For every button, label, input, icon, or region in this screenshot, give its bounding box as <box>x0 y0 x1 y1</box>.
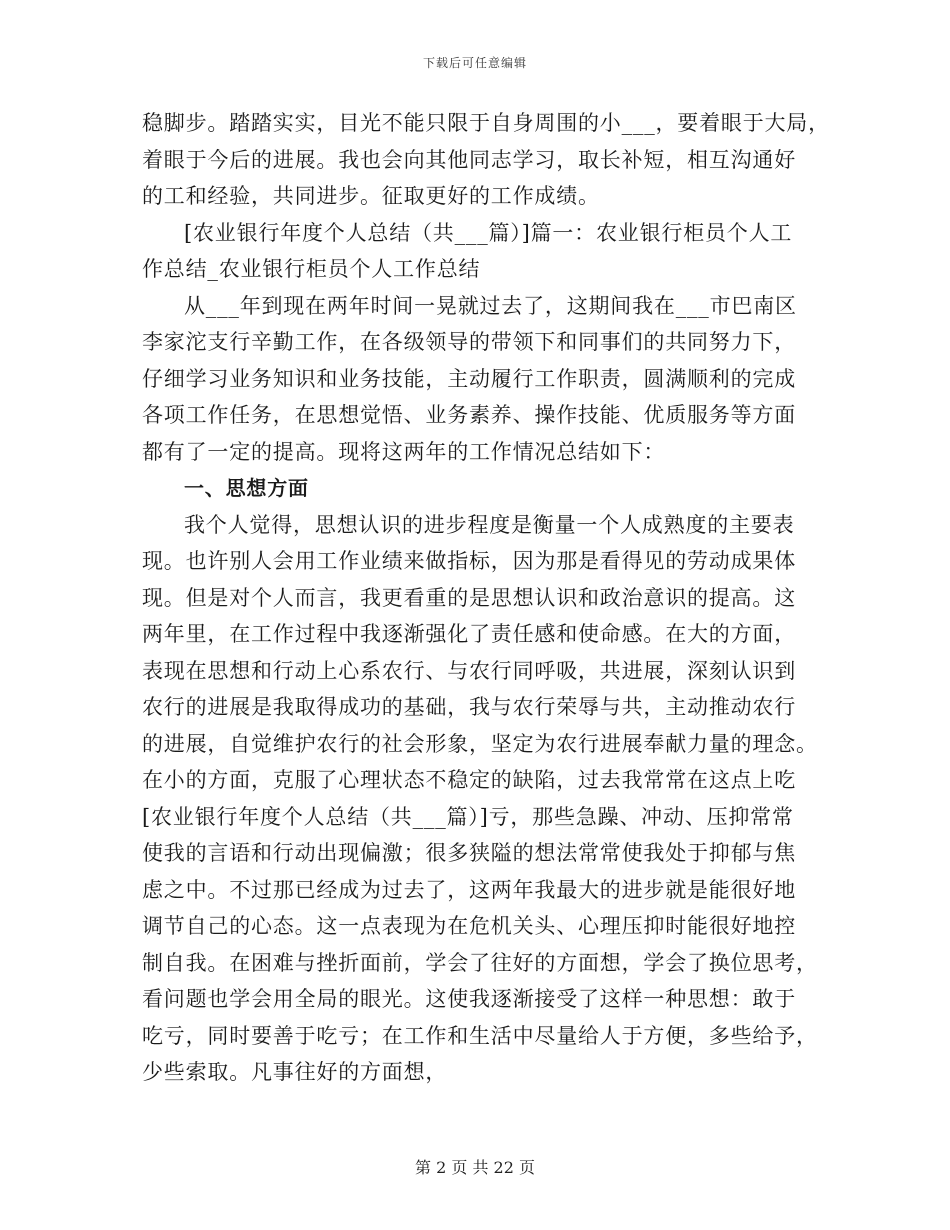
text-line: 虑之中。不过那已经成为过去了，这两年我最大的进步就是能很好地 <box>142 877 796 902</box>
document-body <box>142 105 830 1091</box>
text-line: 使我的言语和行动出现偏激；很多狭隘的想法常常使我处于抑郁与焦 <box>142 841 796 865</box>
text-line: 稳脚步。踏踏实实，目光不能只限于自身周围的小___，要着眼于大局， <box>142 111 830 135</box>
text-line: 吃亏，同时要善于吃亏；在工作和生活中尽量给人于方便，多些给予， <box>142 1023 818 1048</box>
page-number-footer: 第 2 页 共 22 页 <box>415 1158 535 1177</box>
page-header: 下载后可任意编辑 <box>422 56 527 70</box>
text-line: 少些索取。凡事往好的方面想， <box>142 1060 448 1084</box>
text-line: 表现在思想和行动上心系农行、与农行同呼吸，共进展，深刻认识到 <box>142 658 796 683</box>
text-line: 两年里，在工作过程中我逐渐强化了责任感和使命感。在大的方面， <box>142 622 796 646</box>
paragraph-start-line: 我个人觉得，思想认识的进步程度是衡量一个人成熟度的主要表 <box>184 512 795 537</box>
text-line: 农行的进展是我取得成功的基础，我与农行荣辱与共，主动推动农行 <box>142 695 796 719</box>
section-title-line: [农业银行年度个人总结（共___篇）]篇一：农业银行柜员个人工 <box>184 220 793 245</box>
text-line: 制自我。在困难与挫折面前，学会了往好的方面想，学会了换位思考， <box>142 950 818 975</box>
text-line: 着眼于今后的进展。我也会向其他同志学习，取长补短，相互沟通好 <box>142 147 796 172</box>
text-line: 的工和经验，共同进步。征取更好的工作成绩。 <box>142 184 600 208</box>
text-line: 各项工作任务，在思想觉悟、业务素养、操作技能、优质服务等方面 <box>142 403 796 427</box>
text-line: 李家沱支行辛勤工作，在各级领导的带领下和同事们的共同努力下， <box>142 330 796 354</box>
text-line: 调节自己的心态。这一点表现为在危机关头、心理压抑时能很好地控 <box>142 914 796 938</box>
text-line: 的进展，自觉维护农行的社会形象，坚定为农行进展奉献力量的理念。 <box>142 731 818 756</box>
section-heading: 一、思想方面 <box>184 476 309 500</box>
text-line: 看问题也学会用全局的眼光。这使我逐渐接受了这样一种思想：敢于 <box>142 987 796 1011</box>
section-title-line: 作总结_农业银行柜员个人工作总结 <box>142 257 481 281</box>
text-line: 现。但是对个人而言，我更看重的是思想认识和政治意识的提高。这 <box>142 585 796 610</box>
text-line: [农业银行年度个人总结（共___篇）]亏，那些急躁、冲动、压抑常常 <box>142 804 794 829</box>
text-line: 仔细学习业务知识和业务技能，主动履行工作职责，圆满顺利的完成 <box>142 366 796 391</box>
paragraph-start-line: 从___年到现在两年时间一晃就过去了，这期间我在___市巴南区 <box>184 293 797 318</box>
text-line: 在小的方面，克服了心理状态不稳定的缺陷，过去我常常在这点上吃 <box>142 768 796 792</box>
text-line: 现。也许别人会用工作业绩来做指标，因为那是看得见的劳动成果体 <box>142 549 796 573</box>
text-line: 都有了一定的提高。现将这两年的工作情况总结如下： <box>142 439 666 464</box>
